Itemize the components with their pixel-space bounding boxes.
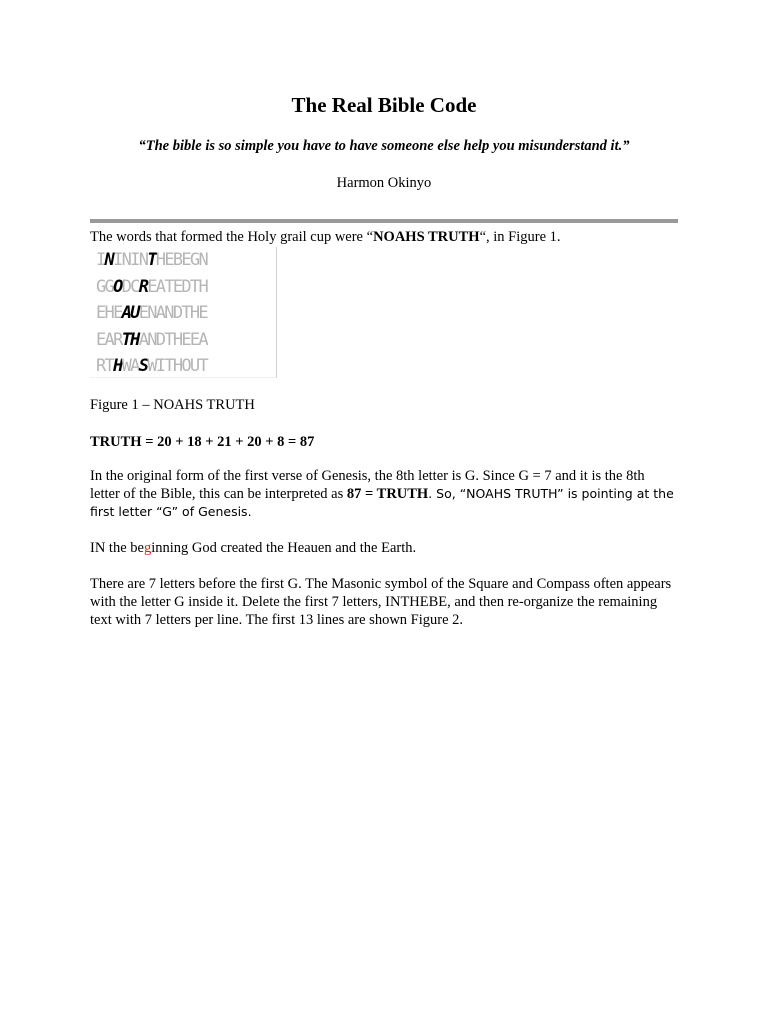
quote-author: Harmon Okinyo (336, 175, 432, 191)
grid-letters: DC (121, 276, 139, 297)
grid-row (90, 353, 276, 380)
grid-letters: EHE (96, 303, 122, 324)
verse-after: inning God created the Heauen and the Earth. (151, 540, 417, 556)
grid-highlight-letters: T (147, 250, 156, 270)
intro-text-before: The words that formed the Holy grail cup were “ (90, 229, 374, 245)
genesis-text-a: In the original form of the first verse of Genesis, the 8th letter is G. Since G = 7 and it is the 8th letter of the Bible, this can be interpreted as (90, 468, 645, 502)
grid-letters: RT (96, 356, 114, 377)
grid-row (90, 247, 276, 274)
grid-row (90, 327, 276, 354)
intro-paragraph (90, 228, 678, 246)
masonic-paragraph: There are 7 letters before the first G. The Masonic symbol of the Square and Compass often appears with the letter G inside it. Delete the first 7 letters, INTHEBE, and then re-organize the remaining text with 7 letters per line. The first 13 lines are shown Figure 2. (90, 576, 672, 628)
grid-letters: HEBEGN (155, 250, 207, 270)
grid-letters: ENANDTHE (138, 303, 207, 324)
grid-highlight-letters: H (113, 356, 122, 377)
verse-highlight-letter: g (143, 540, 152, 556)
grid-letters: WITHOUT (147, 356, 207, 377)
epigraph-quote: “The bible is so simple you have to have someone else help you misunderstand it.” (138, 138, 630, 154)
grid-highlight-letters: O (113, 276, 122, 297)
grid-letters: ANDTHEEA (138, 329, 207, 350)
grid-highlight-letters: S (138, 356, 148, 377)
page-title: The Real Bible Code (291, 93, 477, 117)
verse-before: IN the be (90, 540, 144, 556)
figure-caption: Figure 1 – NOAHS TRUTH (90, 397, 255, 413)
horizontal-rule (90, 219, 678, 223)
grid-highlight-letters: AU (121, 303, 139, 324)
grid-highlight-letters: R (138, 276, 148, 297)
grid-highlight-letters: TH (121, 329, 139, 350)
grid-highlight-letters: N (104, 250, 114, 270)
grid-letters: EATEDTH (147, 276, 207, 297)
grid-letters: GG (96, 276, 114, 297)
grid-row (90, 274, 276, 301)
intro-text-after: “, in Figure 1. (479, 229, 561, 245)
genesis-bold: 87 = TRUTH (346, 486, 429, 502)
grid-letters: WA (121, 356, 139, 377)
genesis-paragraph (90, 467, 678, 521)
intro-bold-phrase: NOAHS TRUTH (373, 229, 480, 245)
grid-letters: ININ (113, 250, 148, 270)
grid-letters: I (96, 250, 105, 270)
truth-equation: TRUTH = 20 + 18 + 21 + 20 + 8 = 87 (90, 434, 315, 450)
grid-row (90, 300, 276, 327)
grid-letters: EAR (96, 329, 122, 350)
genesis-text-b: . So, “NOAHS TRUTH” is pointing at the first letter “G” of Genesis. (90, 486, 674, 519)
letter-grid-figure (90, 247, 277, 378)
genesis-verse (90, 539, 678, 557)
